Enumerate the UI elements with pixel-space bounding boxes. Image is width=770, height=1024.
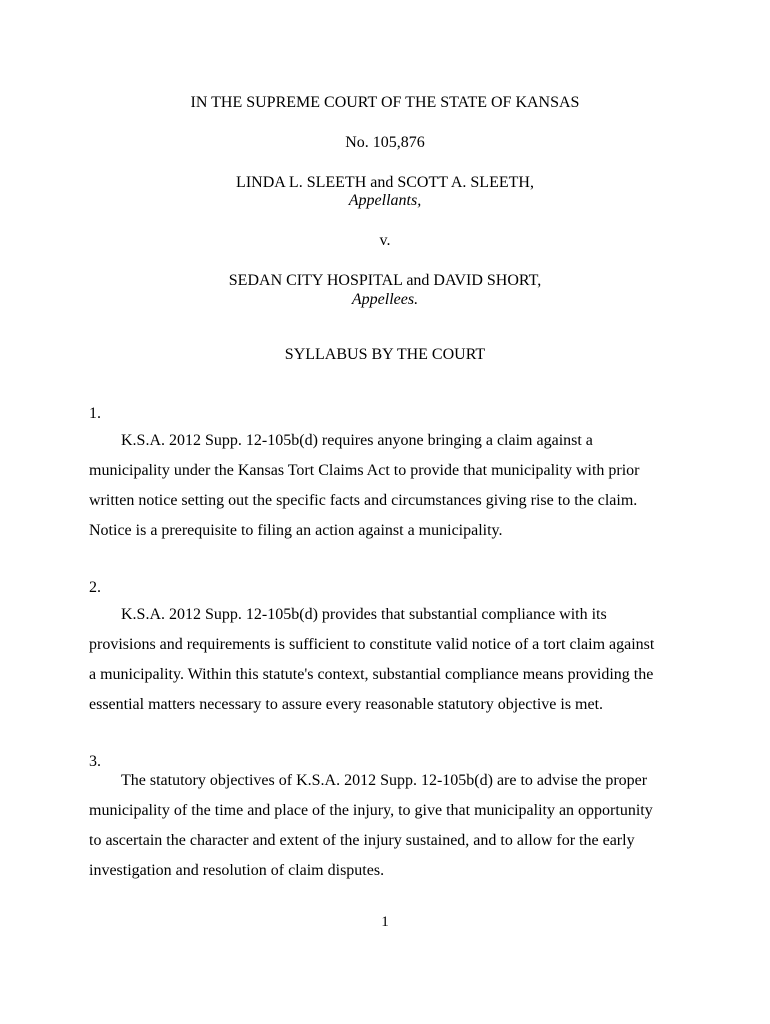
paragraph-line: written notice setting out the specific facts and circumstances giving rise to the claim. bbox=[89, 492, 638, 509]
appellees-role: Appellees. bbox=[351, 291, 419, 308]
paragraph-line: investigation and resolution of claim disputes. bbox=[89, 862, 385, 879]
paragraph-line: municipality under the Kansas Tort Claims Act to provide that municipality with prior bbox=[89, 462, 640, 479]
syllabus-paragraph bbox=[89, 766, 659, 886]
paragraph-line: essential matters necessary to assure every reasonable statutory objective is met. bbox=[89, 696, 604, 713]
page-number: 1 bbox=[381, 914, 389, 930]
paragraph-line: a municipality. Within this statute's context, substantial compliance means providing the bbox=[89, 666, 654, 683]
paragraph-line: provisions and requirements is sufficient to constitute valid notice of a tort claim against bbox=[89, 636, 655, 653]
syllabus-number: 2. bbox=[89, 579, 101, 596]
versus: v. bbox=[379, 232, 391, 249]
syllabus-number: 1. bbox=[89, 405, 101, 422]
syllabus-number: 3. bbox=[89, 753, 101, 770]
case-number: No. 105,876 bbox=[345, 134, 425, 151]
paragraph-line: K.S.A. 2012 Supp. 12-105b(d) provides that substantial compliance with its bbox=[121, 606, 607, 623]
paragraph-line: K.S.A. 2012 Supp. 12-105b(d) requires anyone bringing a claim against a bbox=[121, 432, 593, 449]
court-heading: IN THE SUPREME COURT OF THE STATE OF KANSAS bbox=[190, 94, 580, 111]
paragraph-line: Notice is a prerequisite to filing an action against a municipality. bbox=[89, 522, 503, 539]
syllabus-title: SYLLABUS BY THE COURT bbox=[284, 346, 486, 363]
paragraph-line: municipality of the time and place of the injury, to give that municipality an opportunity bbox=[89, 802, 653, 819]
syllabus-paragraph bbox=[89, 426, 659, 546]
appellants-names: LINDA L. SLEETH and SCOTT A. SLEETH, bbox=[236, 174, 534, 191]
appellants-role: Appellants, bbox=[348, 192, 422, 209]
appellees-names: SEDAN CITY HOSPITAL and DAVID SHORT, bbox=[228, 272, 542, 289]
paragraph-line: to ascertain the character and extent of the injury sustained, and to allow for the early bbox=[89, 832, 635, 849]
paragraph-line: The statutory objectives of K.S.A. 2012 Supp. 12-105b(d) are to advise the proper bbox=[121, 772, 648, 789]
syllabus-paragraph bbox=[89, 600, 659, 720]
